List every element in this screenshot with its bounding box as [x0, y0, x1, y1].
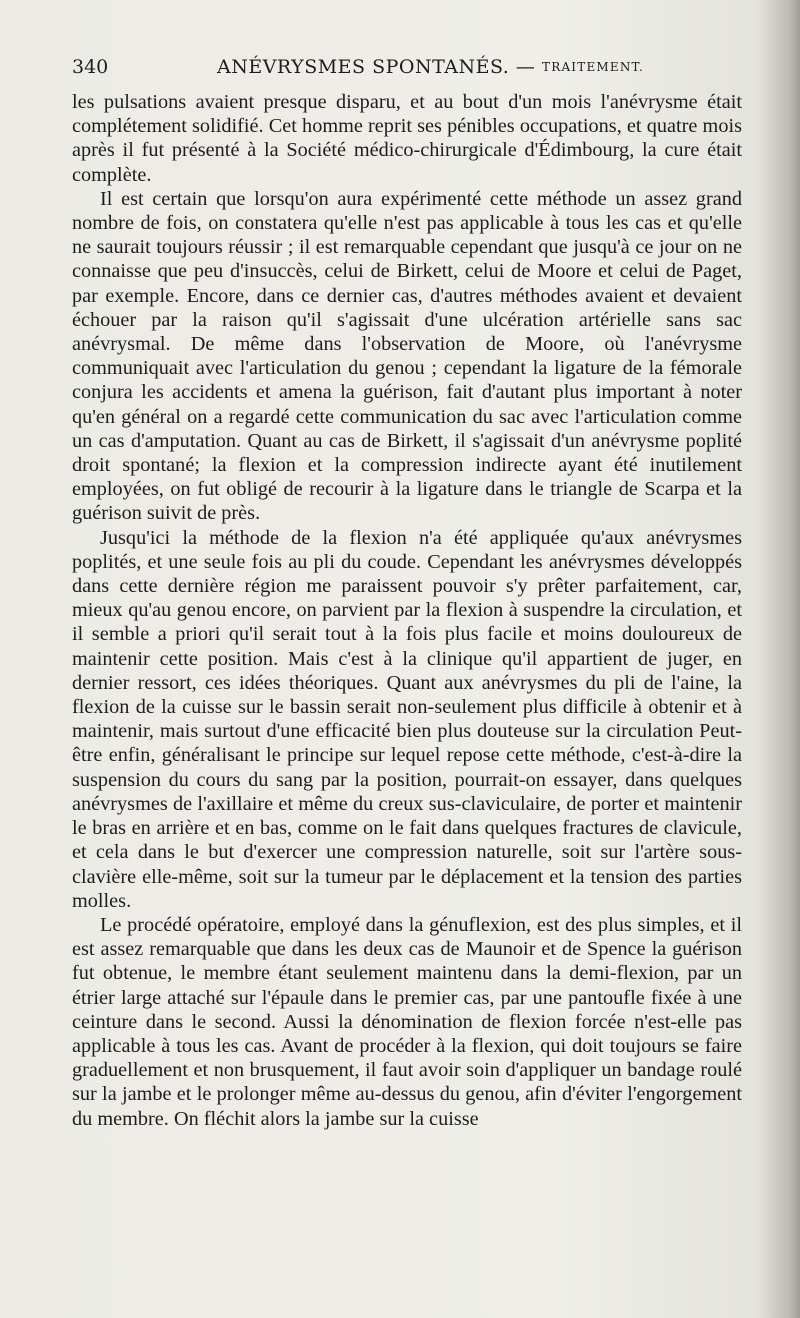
paragraph: Le procédé opératoire, employé dans la génuflexion, est des plus simples, et il est assez remarquable que dans les deux cas de Maunoir et de Spence la guérison fut obtenue, le membre étant seulement maintenu dans la demi-flexion, par un étrier large attaché sur l'épaule dans le premier cas, par une pantoufle fixée à une ceinture dans le second. Aussi la dénomination de flexion forcée n'est-elle pas applicable à tous les cas. Avant de procéder à la flexion, qui doit toujours se faire graduellement et non brusquement, il faut avoir soin d'appliquer un bandage roulé sur la jambe et le prolonger même au-dessus du genou, afin d'éviter l'engorgement du membre. On fléchit alors la jambe sur la cuisse	[72, 913, 742, 1130]
paragraph: Il est certain que lorsqu'on aura expérimenté cette méthode un assez grand nombre de fois, on constatera qu'elle n'est pas applicable à tous les cas et qu'elle ne saurait toujours réussir ; il est remarquable cependant que jusqu'à ce jour on ne connaisse que peu d'insuccès, celui de Birkett, celui de Moore et celui de Paget, par exemple. Encore, dans ce dernier cas, d'autres méthodes avaient et devaient échouer par la raison qu'il s'agissait d'une ulcération artérielle sans sac anévrysmal. De même dans l'observation de Moore, où l'anévrysme communiquait avec l'articulation du genou ; cependant la ligature de la fémorale conjura les accidents et amena la guérison, fait d'autant plus important à noter qu'en général on a regardé cette communication du sac avec l'articulation comme un cas d'amputation. Quant au cas de Birkett, il s'agissait d'un anévrysme poplité droit spontané; la flexion et la compression indirecte ayant été inutilement employées, on fut obligé de recourir à la ligature dans le triangle de Scarpa et la guérison suivit de près.	[72, 187, 742, 525]
page-edge-shadow	[762, 0, 800, 1318]
paragraph: Jusqu'ici la méthode de la flexion n'a été appliquée qu'aux anévrysmes poplités, et une seule fois au pli du coude. Cependant les anévrysmes développés dans cette dernière région me paraissent pouvoir s'y prêter parfaitement, car, mieux qu'au genou encore, on parvient par la flexion à suspendre la circulation, et il semble a priori qu'il serait tout à la fois plus facile et moins douloureux de maintenir cette position. Mais c'est à la clinique qu'il appartient de juger, en dernier ressort, ces idées théoriques. Quant aux anévrysmes du pli de l'aine, la flexion de la cuisse sur le bassin serait non-seulement plus difficile à obtenir et à maintenir, mais surtout d'une efficacité bien plus douteuse sur la circulation Peut-être enfin, généralisant le principe sur lequel repose cette méthode, c'est-à-dire la suspension du cours du sang par la position, pourrait-on essayer, dans quelques anévrysmes de l'axillaire et même du creux sus-claviculaire, de porter et maintenir le bras en arrière et en bas, comme on le fait dans quelques fractures de clavicule, et cela dans le but d'exercer une compression naturelle, soit sur l'artère sous-clavière elle-même, soit sur la tumeur par le déplacement et la tension des parties molles.	[72, 526, 742, 912]
page-number: 340	[72, 56, 109, 78]
running-title: ANÉVRYSMES SPONTANÉS. —	[217, 56, 536, 78]
paragraph-continuation: les pulsations avaient presque disparu, et au bout d'un mois l'anévrysme était complétement solidifié. Cet homme reprit ses pénibles occupations, et quatre mois après il fut présenté à la Société médico-chirurgicale d'Édimbourg, la cure était complète.	[72, 91, 742, 186]
running-subtitle: TRAITEMENT.	[542, 60, 645, 74]
page-header	[72, 56, 742, 84]
body-text	[72, 90, 742, 1131]
